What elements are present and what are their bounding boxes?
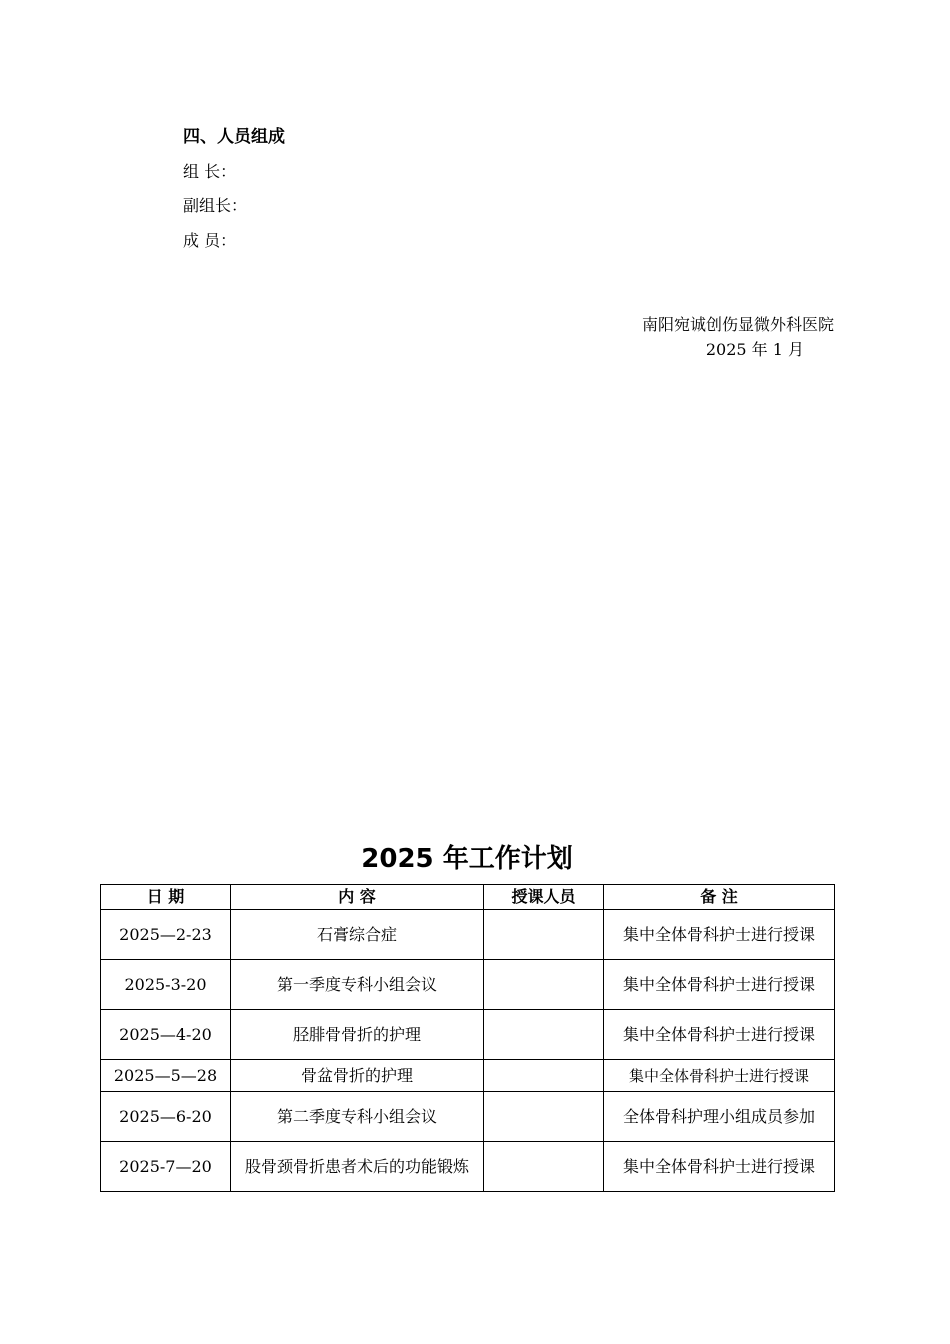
header-content: 内 容: [231, 885, 484, 910]
cell-lecturer: [484, 1060, 604, 1092]
signature-date: 2025 年 1 月: [705, 340, 804, 359]
cell-lecturer: [484, 1092, 604, 1142]
cell-date: 2025—4-20: [101, 1010, 231, 1060]
table-row: [101, 1010, 835, 1060]
cell-date: 2025—5—28: [101, 1060, 231, 1092]
table-row: [101, 1092, 835, 1142]
leader-line: 组 长：: [183, 162, 237, 181]
cell-content: 胫腓骨骨折的护理: [231, 1010, 484, 1060]
cell-date: 2025-7—20: [101, 1142, 231, 1192]
table-row: [101, 1060, 835, 1092]
cell-date: 2025—2-23: [101, 910, 231, 960]
deputy-line: 副组长：: [183, 196, 248, 215]
cell-lecturer: [484, 960, 604, 1010]
header-note: 备 注: [604, 885, 835, 910]
signature-org: 南阳宛诚创伤显微外科医院: [641, 315, 834, 334]
cell-note: 集中全体骨科护士进行授课: [604, 910, 835, 960]
table-row: [101, 960, 835, 1010]
cell-date: 2025-3-20: [101, 960, 231, 1010]
cell-content: 第二季度专科小组会议: [231, 1092, 484, 1142]
table-row: [101, 910, 835, 960]
cell-content: 石膏综合症: [231, 910, 484, 960]
table-header-row: [101, 885, 835, 910]
header-lecturer: 授课人员: [484, 885, 604, 910]
section-heading: 四、人员组成: [183, 127, 285, 147]
plan-title: 2025 年工作计划: [361, 844, 573, 874]
cell-note: 集中全体骨科护士进行授课: [604, 1142, 835, 1192]
cell-lecturer: [484, 1142, 604, 1192]
members-line: 成 员：: [183, 231, 237, 250]
cell-note: 全体骨科护理小组成员参加: [604, 1092, 835, 1142]
cell-content: 骨盆骨折的护理: [231, 1060, 484, 1092]
header-date: 日 期: [101, 885, 231, 910]
cell-content: 股骨颈骨折患者术后的功能锻炼: [231, 1142, 484, 1192]
cell-lecturer: [484, 1010, 604, 1060]
cell-note: 集中全体骨科护士进行授课: [604, 960, 835, 1010]
work-plan-table: [100, 884, 835, 1192]
cell-note: 集中全体骨科护士进行授课: [604, 1060, 835, 1092]
cell-lecturer: [484, 910, 604, 960]
cell-date: 2025—6-20: [101, 1092, 231, 1142]
cell-note: 集中全体骨科护士进行授课: [604, 1010, 835, 1060]
table-row: [101, 1142, 835, 1192]
cell-content: 第一季度专科小组会议: [231, 960, 484, 1010]
